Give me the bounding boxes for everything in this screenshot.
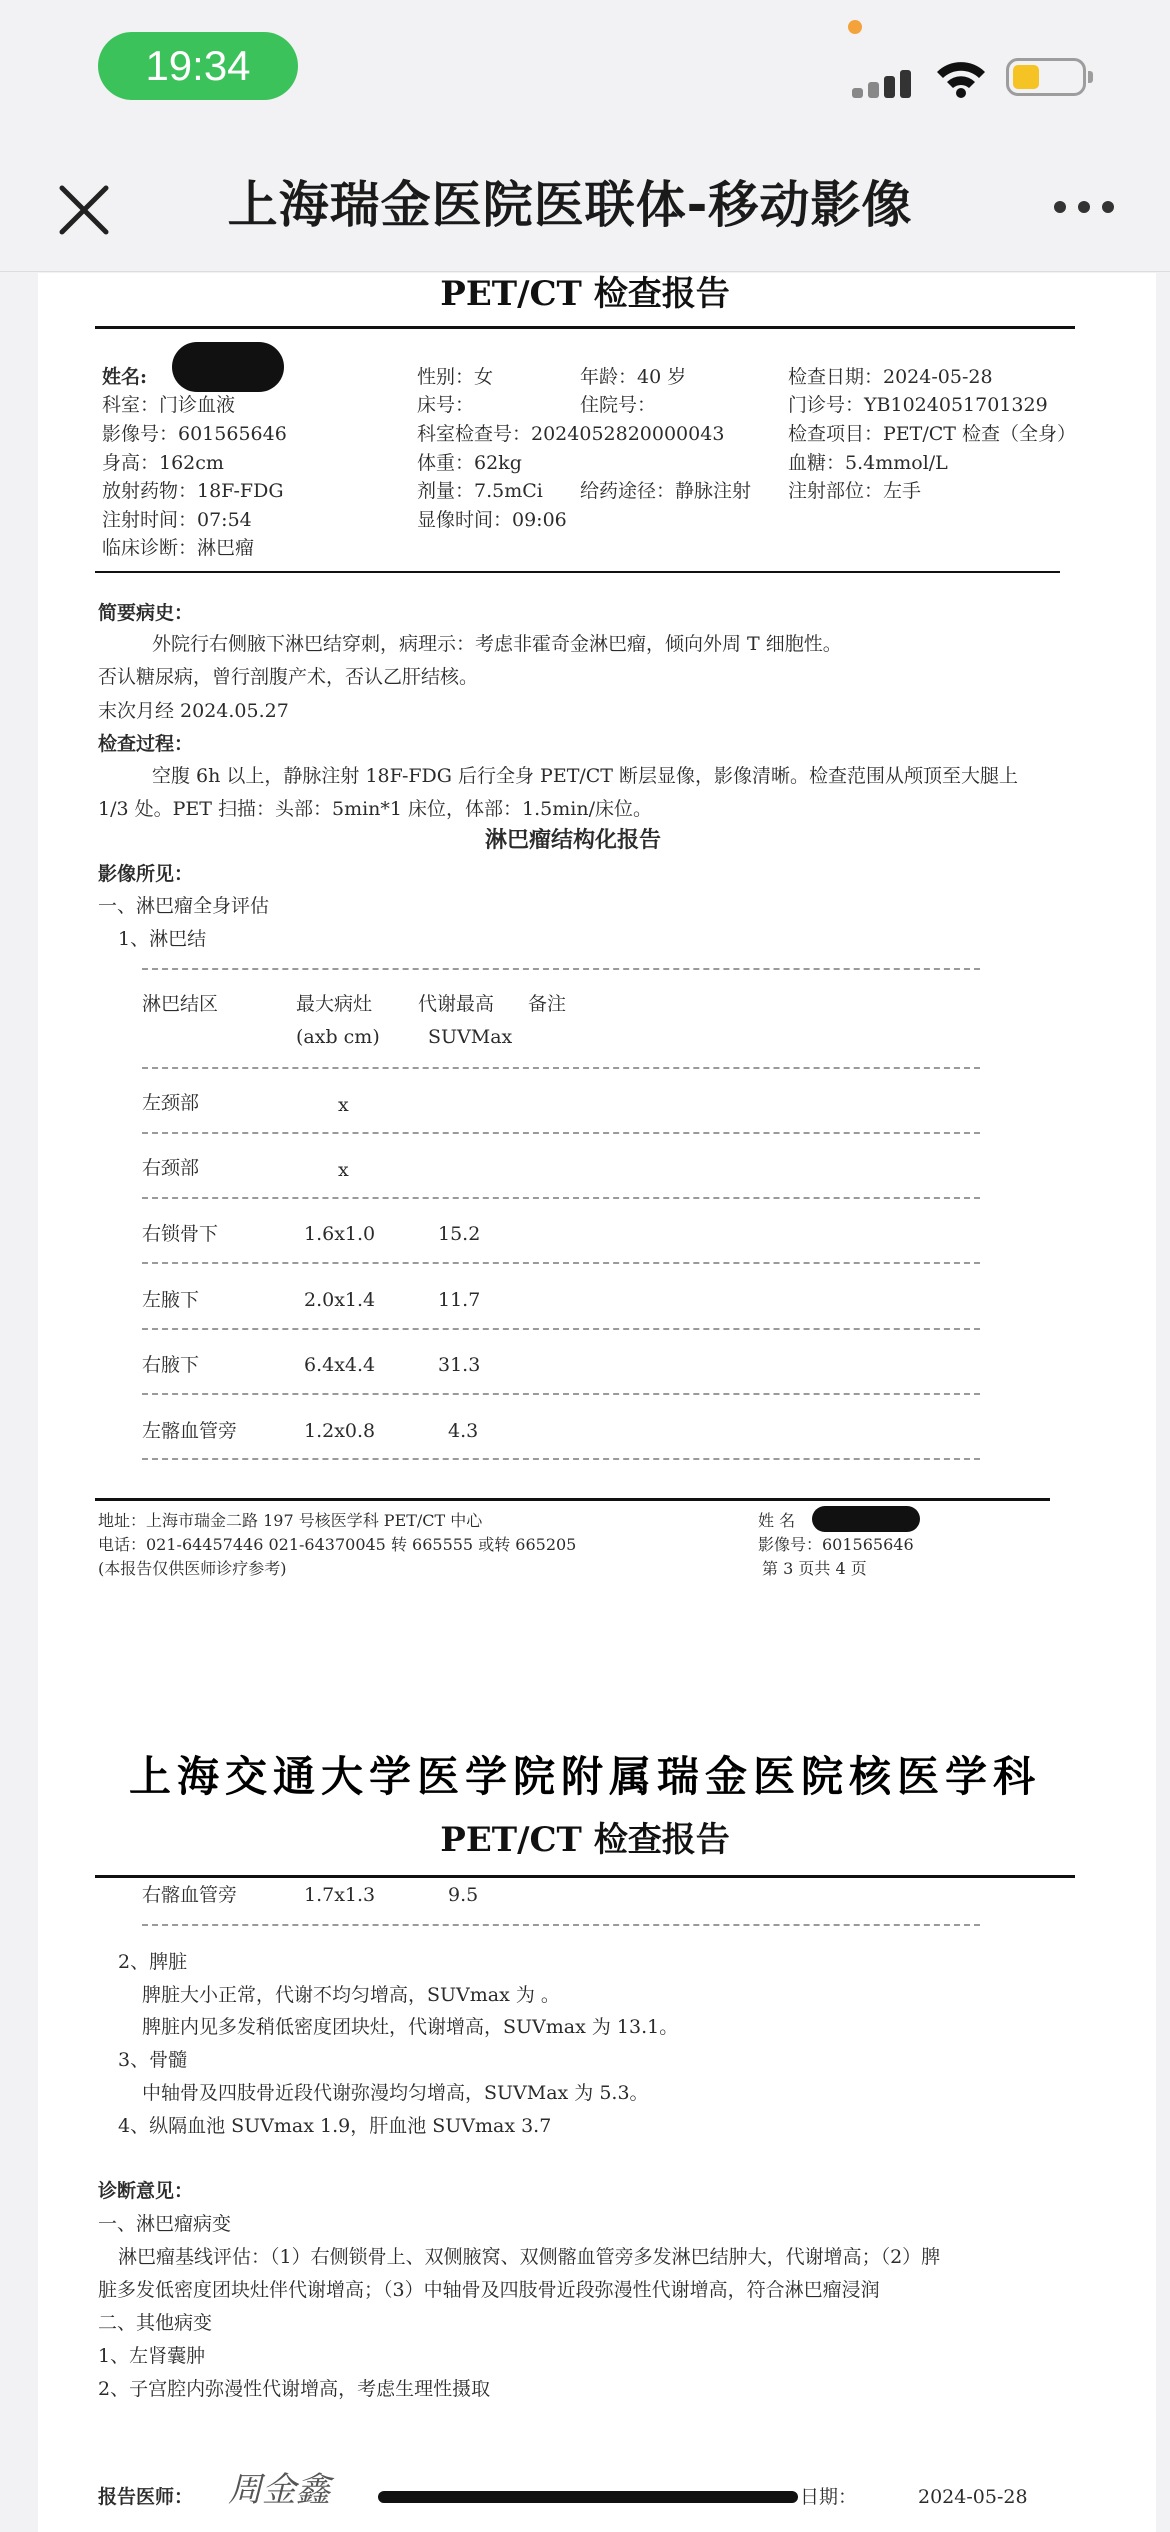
spleen-line: 脾脏大小正常，代谢不均匀增高，SUVmax 为 。 <box>142 1984 560 2006</box>
info-image-no: 影像号：601565646 <box>102 423 287 445</box>
spleen-line: 脾脏内见多发稍低密度团块灶，代谢增高，SUVmax 为 13.1。 <box>142 2016 679 2038</box>
info-clinic-no: 门诊号：YB1024051701329 <box>788 394 1048 416</box>
info-department: 科室：门诊血液 <box>102 394 236 416</box>
table-cell-size: 1.7x1.3 <box>304 1884 376 1906</box>
col-header-lesion-unit: (axb cm) <box>296 1026 380 1048</box>
col-header-lesion: 最大病灶 <box>296 993 373 1015</box>
findings-section: 一、淋巴瘤全身评估 <box>98 895 270 917</box>
table-divider <box>142 968 980 970</box>
info-exam-item: 检查项目：PET/CT 检查（全身） <box>788 423 1076 445</box>
other-finding: 1、左肾囊肿 <box>98 2345 206 2367</box>
table-cell-size: 1.2x0.8 <box>304 1420 376 1442</box>
redacted-name <box>172 342 284 392</box>
table-cell-size: 1.6x1.0 <box>304 1223 376 1245</box>
info-drug: 放射药物：18F-FDG <box>102 480 284 502</box>
table-cell-suv: 11.7 <box>438 1289 481 1311</box>
table-divider <box>142 1458 980 1460</box>
header-rule <box>95 1875 1075 1878</box>
process-title: 检查过程： <box>98 733 194 755</box>
info-inject-site: 注射部位：左手 <box>788 480 922 502</box>
redacted-name <box>812 1506 920 1532</box>
report-title-page3: PET/CT 检查报告 <box>440 274 730 314</box>
status-time: 19:34 <box>98 32 298 100</box>
table-cell-suv: 9.5 <box>448 1884 479 1906</box>
table-divider <box>142 1393 980 1395</box>
footer-page-number: 第 3 页共 4 页 <box>762 1559 867 1578</box>
footer-name-label: 姓 名 <box>758 1511 796 1530</box>
footer-address: 地址：上海市瑞金二路 197 号核医学科 PET/CT 中心 <box>98 1511 483 1530</box>
info-glucose: 血糖：5.4mmol/L <box>788 452 948 474</box>
findings-subsection: 1、淋巴结 <box>118 928 207 950</box>
info-inject-time: 注射时间：07:54 <box>102 509 252 531</box>
table-cell-region: 右颈部 <box>142 1157 200 1179</box>
info-age: 年龄：40 岁 <box>580 366 687 388</box>
diagnosis-line: 脏多发低密度团块灶伴代谢增高；（3）中轴骨及四肢骨近段弥漫性代谢增高，符合淋巴瘤浸润 <box>98 2279 880 2301</box>
name-label: 姓名: <box>102 366 148 388</box>
report-date: 2024-05-28 <box>918 2486 1028 2508</box>
table-cell-size: x <box>338 1159 349 1181</box>
info-route: 给药途径：静脉注射 <box>580 480 752 502</box>
table-cell-size: 2.0x1.4 <box>304 1289 376 1311</box>
findings-title: 影像所见： <box>98 863 194 885</box>
page-title: 上海瑞金医院医联体-移动影像 <box>227 176 913 234</box>
history-line: 末次月经 2024.05.27 <box>98 700 289 722</box>
table-cell-size: x <box>338 1094 349 1116</box>
marrow-title: 3、骨髓 <box>118 2049 188 2071</box>
info-gender: 性别：女 <box>417 366 494 388</box>
table-cell-size: 6.4x4.4 <box>304 1354 376 1376</box>
table-cell-region: 右腋下 <box>142 1354 200 1376</box>
report-date-label: 日期： <box>800 2486 858 2508</box>
table-divider <box>142 1262 980 1264</box>
footer-note: (本报告仅供医师诊疗参考) <box>98 1559 287 1578</box>
info-dept-exam-no: 科室检查号：2024052820000043 <box>417 423 725 445</box>
footer-rule <box>95 1498 1050 1501</box>
marrow-line: 中轴骨及四肢骨近段代谢弥漫均匀增高，SUVMax 为 5.3。 <box>142 2082 649 2104</box>
table-divider <box>142 1132 980 1134</box>
hospital-name: 上海交通大学医学院附属瑞金医院核医学科 <box>128 1752 1041 1801</box>
table-cell-region: 左髂血管旁 <box>142 1420 238 1442</box>
info-rule <box>95 571 1060 573</box>
doctor-label: 报告医师： <box>98 2486 194 2508</box>
diagnosis-section: 一、淋巴瘤病变 <box>98 2213 232 2235</box>
blood-pool-line: 4、纵隔血池 SUVmax 1.9，肝血池 SUVmax 3.7 <box>118 2115 552 2137</box>
table-cell-region: 左颈部 <box>142 1092 200 1114</box>
table-cell-suv: 31.3 <box>438 1354 481 1376</box>
table-divider <box>142 1067 980 1069</box>
process-line: 空腹 6h 以上，静脉注射 18F-FDG 后行全身 PET/CT 断层显像，影像清晰。检查范围从颅顶至大腿上 <box>152 765 1019 787</box>
table-divider <box>142 1924 980 1926</box>
info-diagnosis: 临床诊断：淋巴瘤 <box>102 537 255 559</box>
table-cell-region: 左腋下 <box>142 1289 200 1311</box>
home-indicator[interactable] <box>378 2491 798 2503</box>
header-rule <box>95 326 1075 329</box>
table-cell-region: 右锁骨下 <box>142 1223 219 1245</box>
report-title-page4: PET/CT 检查报告 <box>440 1820 730 1860</box>
footer-phone: 电话：021-64457446 021-64370045 转 665555 或转 665205 <box>98 1535 577 1554</box>
col-header-suv: 代谢最高 <box>418 993 495 1015</box>
spleen-title: 2、脾脏 <box>118 1951 188 1973</box>
other-finding: 2、子宫腔内弥漫性代谢增高，考虑生理性摄取 <box>98 2378 491 2400</box>
history-line: 外院行右侧腋下淋巴结穿刺，病理示：考虑非霍奇金淋巴瘤，倾向外周 T 细胞性。 <box>152 633 842 655</box>
info-bed: 床号： <box>417 394 475 416</box>
info-dose: 剂量：7.5mCi <box>417 480 543 502</box>
doctor-signature: 周金鑫 <box>228 2470 330 2510</box>
info-weight: 体重：62kg <box>417 452 522 474</box>
table-cell-suv: 15.2 <box>438 1223 481 1245</box>
info-exam-date: 检查日期：2024-05-28 <box>788 366 993 388</box>
info-imaging-time: 显像时间：09:06 <box>417 509 567 531</box>
table-cell-suv: 4.3 <box>448 1420 479 1442</box>
diagnosis-section: 二、其他病变 <box>98 2312 213 2334</box>
history-line: 否认糖尿病，曾行剖腹产术，否认乙肝结核。 <box>98 666 479 688</box>
struct-report-title: 淋巴瘤结构化报告 <box>485 827 662 853</box>
col-header-note: 备注 <box>528 993 567 1015</box>
footer-image-no: 影像号：601565646 <box>758 1535 914 1554</box>
col-header-suv-unit: SUVMax <box>428 1026 513 1048</box>
col-header-region: 淋巴结区 <box>142 993 219 1015</box>
info-inpatient: 住院号： <box>580 394 657 416</box>
table-divider <box>142 1328 980 1330</box>
table-cell-region: 右髂血管旁 <box>142 1884 238 1906</box>
diagnosis-line: 淋巴瘤基线评估：（1）右侧锁骨上、双侧腋窝、双侧髂血管旁多发淋巴结肿大，代谢增高；（2）脾 <box>118 2246 941 2268</box>
process-line: 1/3 处。PET 扫描：头部：5min*1 床位，体部：1.5min/床位。 <box>98 798 652 820</box>
info-height: 身高：162cm <box>102 452 224 474</box>
history-title: 简要病史： <box>98 602 194 624</box>
table-divider <box>142 1197 980 1199</box>
diagnosis-title: 诊断意见： <box>98 2180 194 2202</box>
